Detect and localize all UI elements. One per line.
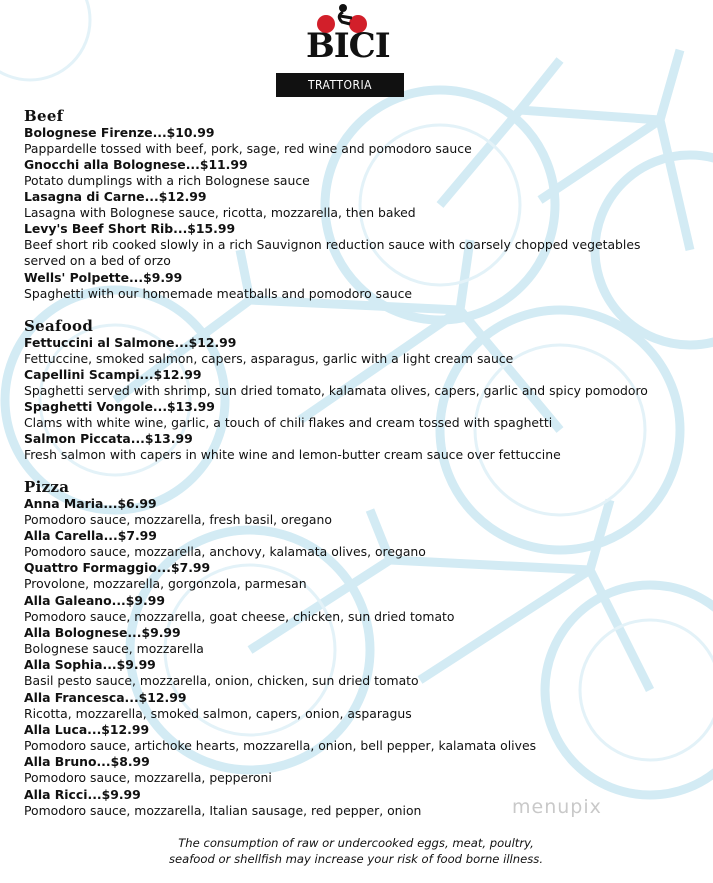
menu-item-name: Quattro Formaggio...$7.99 (24, 560, 211, 575)
menu-item-name: Salmon Piccata...$13.99 (24, 431, 193, 446)
notice-line: seafood or shellfish may increase your risk of food borne illness. (168, 852, 544, 866)
menu-item-name: Alla Carella...$7.99 (24, 528, 157, 543)
section-heading-seafood: Seafood (24, 317, 94, 335)
brand-name: BICI (306, 26, 390, 66)
menu-item-description: Basil pesto sauce, mozzarella, onion, chicken, sun dried tomato (24, 673, 419, 688)
menu-item-name: Bolognese Firenze...$10.99 (24, 125, 215, 140)
menu-item-name: Alla Sophia...$9.99 (24, 657, 156, 672)
menu-item-name: Lasagna di Carne...$12.99 (24, 189, 207, 204)
menu-item-description: Fettuccine, smoked salmon, capers, asparagus, garlic with a light cream sauce (24, 351, 514, 366)
menupix-watermark: menupix (512, 796, 602, 818)
menu-item-description: Provolone, mozzarella, gorgonzola, parmesan (24, 576, 307, 591)
logo (270, 2, 410, 98)
menu-item-description: Pomodoro sauce, mozzarella, goat cheese, chicken, sun dried tomato (24, 609, 455, 624)
menu-item-description: Pappardelle tossed with beef, pork, sage, red wine and pomodoro sauce (24, 141, 472, 156)
menu-item-name: Alla Galeano...$9.99 (24, 593, 165, 608)
brand-subtitle: TRATTORIA (276, 73, 404, 97)
menu-item-description: served on a bed of orzo (24, 253, 171, 268)
menu-item-name: Wells' Polpette...$9.99 (24, 270, 183, 285)
menu-item-description: Spaghetti with our homemade meatballs and pomodoro sauce (24, 286, 413, 301)
menu-item-description: Ricotta, mozzarella, smoked salmon, capers, onion, asparagus (24, 706, 412, 721)
menu-item-description: Fresh salmon with capers in white wine and lemon-butter cream sauce over fettuccine (24, 447, 561, 462)
menu-item-name: Alla Luca...$12.99 (24, 722, 150, 737)
section-heading-pizza: Pizza (24, 478, 70, 496)
menu-item-name: Alla Ricci...$9.99 (24, 787, 141, 802)
menu-item-description: Pomodoro sauce, mozzarella, pepperoni (24, 770, 272, 785)
menu-item-description: Clams with white wine, garlic, a touch of chili flakes and cream tossed with spaghetti (24, 415, 553, 430)
menu-item-name: Capellini Scampi...$12.99 (24, 367, 202, 382)
menu-item-name: Anna Maria...$6.99 (24, 496, 157, 511)
menu-item-description: Pomodoro sauce, mozzarella, fresh basil, oregano (24, 512, 332, 527)
menu-item-description: Beef short rib cooked slowly in a rich Sauvignon reduction sauce with coarsely chopped vegetables (24, 237, 641, 252)
menu-item-description: Pomodoro sauce, mozzarella, anchovy, kalamata olives, oregano (24, 544, 426, 559)
menu-item-description: Lasagna with Bolognese sauce, ricotta, mozzarella, then baked (24, 205, 416, 220)
menu-item-description: Potato dumplings with a rich Bolognese sauce (24, 173, 310, 188)
menu-item-name: Alla Bolognese...$9.99 (24, 625, 181, 640)
menu-item-name: Fettuccini al Salmone...$12.99 (24, 335, 237, 350)
menu-item-description: Pomodoro sauce, artichoke hearts, mozzarella, onion, bell pepper, kalamata olives (24, 738, 537, 753)
menu-item-description: Bolognese sauce, mozzarella (24, 641, 204, 656)
food-safety-notice (120, 835, 592, 867)
notice-line: The consumption of raw or undercooked eggs, meat, poultry, (178, 836, 534, 850)
menu-item-name: Alla Bruno...$8.99 (24, 754, 150, 769)
menu-item-name: Spaghetti Vongole...$13.99 (24, 399, 215, 414)
menu-item-name: Alla Francesca...$12.99 (24, 690, 187, 705)
menu-item-description: Pomodoro sauce, mozzarella, Italian sausage, red pepper, onion (24, 803, 422, 818)
menu-item-description: Spaghetti served with shrimp, sun dried tomato, kalamata olives, capers, garlic and spicy pomodoro (24, 383, 648, 398)
menu-item-name: Gnocchi alla Bolognese...$11.99 (24, 157, 248, 172)
menu-item-name: Levy's Beef Short Rib...$15.99 (24, 221, 236, 236)
section-heading-beef: Beef (24, 107, 64, 125)
